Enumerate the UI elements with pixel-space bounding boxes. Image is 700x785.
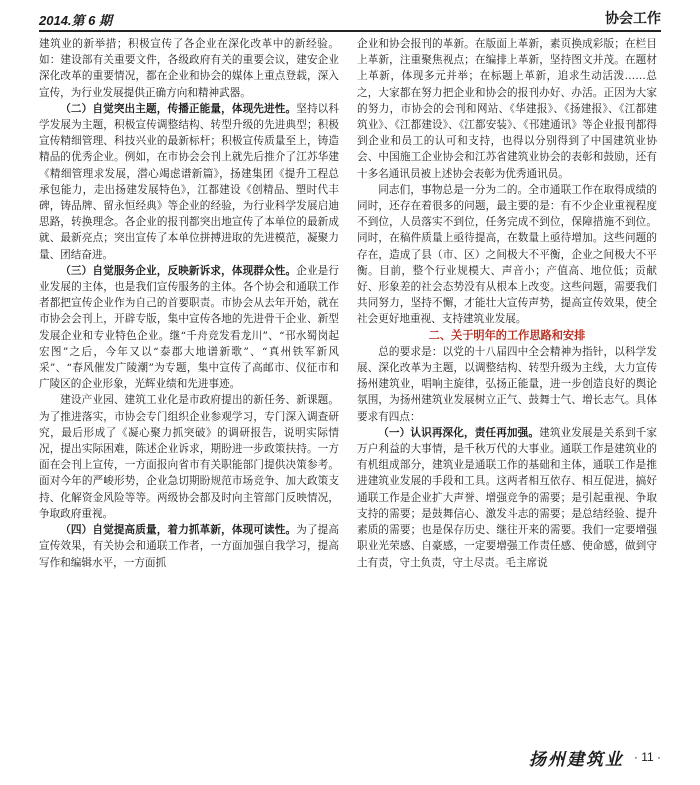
paragraph-body: 坚持以科学发展为主题，积极宣传调整结构、转型升级的先进典型；积极宣传精细管理、科技兴业的最新标杆；积极宣传质量至上，铸造精品的优秀企业。例如，在市协会会刊上就先后推介了江苏华建《精细管理求发展，潜心竭虑谱新篇》，扬建集团《提升工程总承包能力，走出扬建发展特色》，江都建设《创精品、塑时代丰碑，铸品牌、留永恒经典》等企业的经验，为行业科学发展启迪思路，转换理念。各企业的报刊都突出地宣传了本单位的最新成就、最新亮点；突出宣传了本单位拼搏进取的先进模范，凝聚力量、团结奋进。 <box>39 102 339 261</box>
page-footer <box>529 744 661 770</box>
paragraph <box>39 522 339 571</box>
paragraph: 企业和协会报刊的革新。在版面上革新，素页换成彩版；在栏目上革新，注重聚焦视点；在编排上革新，坚持图文并茂。在题材上革新，体现多元并举；在标题上革新，追求生动活泼……总之，大家都在努力把企业和协会的报刊办好、办活。正因为大家的努力，市协会的会刊和网站、《华建报》、《扬建报》、《江都建筑业》、《江都建设》、《江都安装》、《邗建通讯》等企业报刊都得到企业和员工的认可和支持，也得以分别得到了中国建筑业协会、中国施工企业协会和江苏省建筑业协会的表彰和鼓励，还有十多名通讯员被上述协会表彰为优秀通讯员。 <box>357 38 657 180</box>
paragraph-lead: （三）自觉服务企业，反映新诉求，体现群众性。 <box>60 264 297 277</box>
header-rule <box>39 30 661 32</box>
paragraph: 建设产业园、建筑工业化是市政府提出的新任务、新课题。为了推进落实，市协会专门组织企业参观学习，专门深入调查研究，最后形成了《凝心聚力抓突破》的调研报告，说明实际情况，提出实际困难，陈述企业诉求，期盼进一步政策扶持。一方面在会刊上宣传，一方面报向省市有关职能部门提供决策参考。面对今年的严峻形势，企业急切期盼规范市场竞争、加大政策支持、化解资金风险等等。两级协会都及时向主管部门反映情况，争取政府重视。 <box>39 394 339 520</box>
right-column <box>357 36 657 571</box>
paragraph: 建筑业的新举措；积极宣传了各企业在深化改革中的新经验。如：建设部有关重要文件，各级政府有关的重要会议，建安企业深化改革的重要情况，都在企业和协会的媒体上重点登载，深入宣传，为行业发展提供正确方向和精神武器。 <box>39 38 339 99</box>
paragraph-body: 为了提高宣传效果，有关协会和通联工作者，一方面加强自我学习，提高写作和编辑水平，一方面抓 <box>39 524 339 569</box>
paragraph <box>39 263 339 393</box>
section-heading: 二、关于明年的工作思路和安排 <box>428 328 586 342</box>
page-number: · 11 · <box>633 750 661 764</box>
section-title: 协会工作 <box>605 10 661 26</box>
paragraph: 总的要求是：以党的十八届四中全会精神为指针，以科学发展、深化改革为主题，以调整结构、转型升级为主线，大力宣传扬州建筑业，唱响主旋律，弘扬正能量，进一步创造良好的舆论氛围，为扬州建筑业发展树立正气、鼓舞士气、增长志气。具体要求有四点： <box>357 345 657 423</box>
magazine-logo: 扬州建筑业 <box>528 749 624 770</box>
issue-label: 2014.第 6 期 <box>39 13 112 28</box>
paragraph-body: 建筑业发展是关系到千家万户利益的大事情，是千秋万代的大事业。通联工作是建筑业的有机组成部分，建筑业是通联工作的基础和主体，通联工作是推进建筑业发展的手段和工具。这两者相互依存、相互促进，搞好通联工作是企业扩大声誉、增强竞争的需要；是引起重视、争取支持的需要；是鼓舞信心、激发斗志的需要；是总结经验、提升素质的需要；也是保存历史、继往开来的需要。我们一定要增强职业光荣感、自豪感，一定要增强工作责任感、使命感，做到守土有责，守土负责，守土尽责。毛主席说 <box>357 426 658 569</box>
page-header <box>39 8 661 30</box>
paragraph-lead: （二）自觉突出主题，传播正能量，体现先进性。 <box>60 102 297 115</box>
paragraph-lead: （四）自觉提高质量，着力抓革新，体现可读性。 <box>60 524 297 537</box>
paragraph: 同志们，事物总是一分为二的。全市通联工作在取得成绩的同时，还存在着很多的问题，最主要的是：有不少企业重视程度不到位，人员落实不到位，任务完成不到位，保障措施不到位。同时，在稿件质量上亟待提高，在数量上亟待增加。这些问题的存在，造成了县（市、区）之间极大不平衡，企业之间极大不平衡。目前，整个行业规模大、声音小；产值高、地位低；贡献好、形象差的社会态势没有从根本上改变。这些问题，需要我们共同努力，坚持不懈，才能壮大宣传声势，提高宣传效果，使全社会更好地重视、支持建筑业发展。 <box>357 183 657 326</box>
paragraph <box>39 101 339 263</box>
paragraph-body: 企业是行业发展的主体，也是我们宣传服务的主体。各个协会和通联工作者都把宣传企业作为自己的首要职责。市协会从去年开始，就在市协会会刊上，开辟专版，集中宣传各地的先进骨干企业、新型发展企业和专业特色企业。继“千舟竞发看龙川”、“邗水蜀岗起宏图”之后，今年又以“泰郡大地谱新歌”、“真州铁军新风采”、“春风催发广陵潮”为专题，集中宣传了高邮市、仪征市和广陵区的企业形象，光辉业绩和先进事迹。 <box>39 264 339 391</box>
left-column <box>39 36 339 571</box>
paragraph-lead: （一）认识再深化，责任再加强。 <box>378 426 540 439</box>
paragraph <box>357 425 657 571</box>
